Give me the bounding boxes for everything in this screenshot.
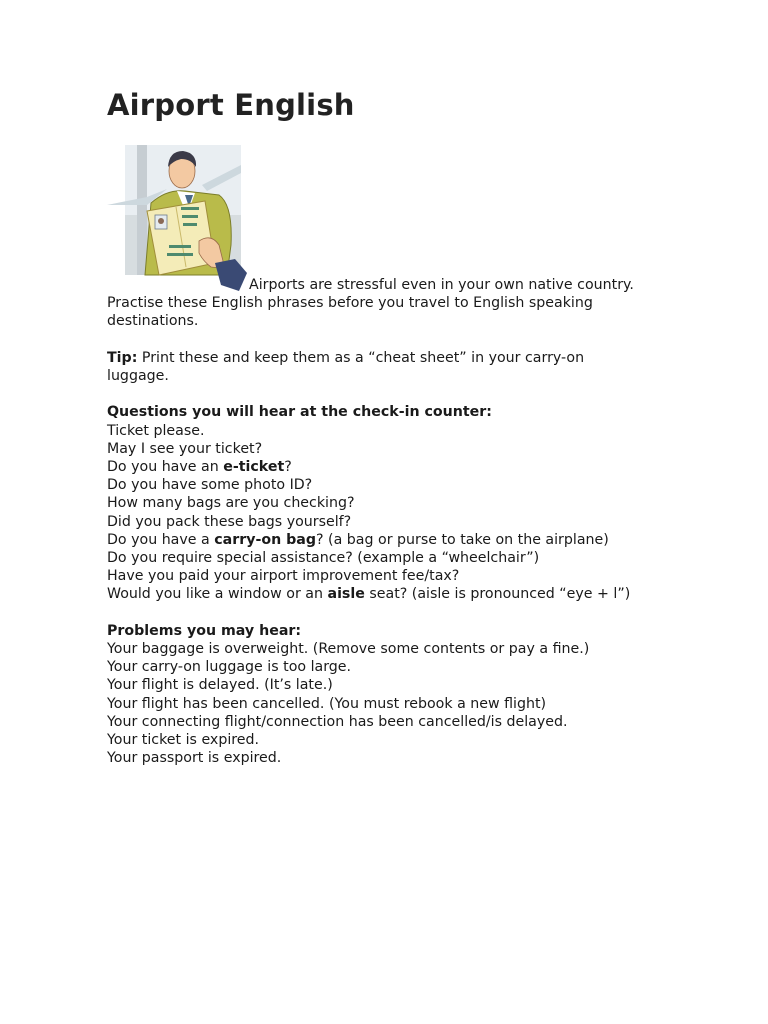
intro-line: destinations. xyxy=(107,313,199,330)
document-body xyxy=(107,276,667,767)
question-text: ? (a bag or purse to take on the airplane) xyxy=(316,531,609,548)
traveler-with-passport-illustration xyxy=(107,145,250,293)
checkin-question: Do you require special assistance? (example a “wheelchair”) xyxy=(107,550,540,567)
checkin-question xyxy=(107,585,667,603)
question-text: Do you have an xyxy=(107,459,224,475)
problems-heading xyxy=(107,622,667,640)
problem-item: Your carry-on luggage is too large. xyxy=(107,659,352,676)
checkin-question: Have you paid your airport improvement fee/tax? xyxy=(107,568,460,585)
checkin-question xyxy=(107,458,667,476)
problem-item: Your passport is expired. xyxy=(107,750,282,767)
problem-item: Your flight is delayed. (It’s late.) xyxy=(107,677,333,694)
checkin-heading-text: Questions you will hear at the check-in counter: xyxy=(107,404,492,421)
question-keyword: carry-on bag xyxy=(214,531,317,548)
problems-heading-text: Problems you may hear: xyxy=(107,622,302,639)
checkin-question: How many bags are you checking? xyxy=(107,495,355,512)
checkin-question: Do you have some photo ID? xyxy=(107,477,313,494)
question-text: Would you like a window or an xyxy=(107,586,328,603)
question-keyword: e-ticket xyxy=(223,459,285,475)
tip-label: Tip: xyxy=(107,349,138,366)
question-keyword: aisle xyxy=(327,586,365,603)
checkin-heading xyxy=(107,403,667,421)
page-title: Airport English xyxy=(107,88,355,122)
intro-line: Airports are stressful even in your own native country. xyxy=(249,277,634,293)
checkin-question xyxy=(107,531,667,549)
problem-item: Your connecting flight/connection has been cancelled/is delayed. xyxy=(107,713,568,730)
checkin-question: Ticket please. xyxy=(107,422,205,439)
checkin-question: Did you pack these bags yourself? xyxy=(107,513,352,530)
question-text: ? xyxy=(284,459,292,475)
tip-line: luggage. xyxy=(107,368,169,384)
intro-line: Practise these English phrases before you travel to English speaking xyxy=(107,295,593,312)
problem-item: Your flight has been cancelled. (You must rebook a new flight) xyxy=(107,695,547,712)
problem-item: Your baggage is overweight. (Remove some contents or pay a fine.) xyxy=(107,641,590,658)
problem-item: Your ticket is expired. xyxy=(107,732,260,749)
checkin-question: May I see your ticket? xyxy=(107,440,263,457)
question-text: seat? (aisle is pronounced “eye + l”) xyxy=(364,586,631,603)
question-text: Do you have a xyxy=(107,531,215,548)
tip-text: Print these and keep them as a “cheat sheet” in your carry-on xyxy=(137,349,585,366)
tip-line xyxy=(107,349,667,367)
